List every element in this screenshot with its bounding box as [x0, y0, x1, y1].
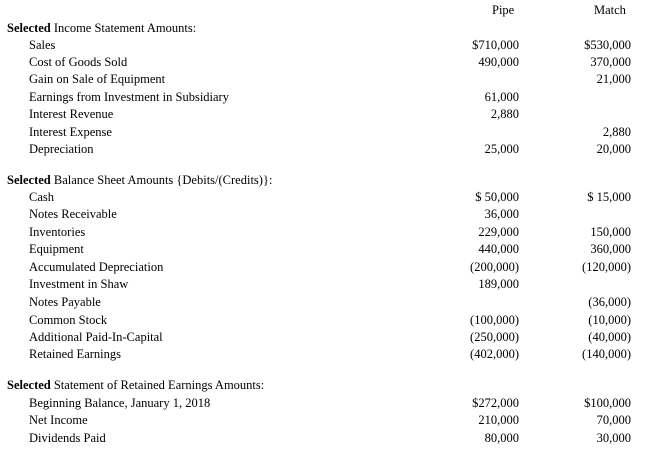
- pipe-value: $710,000: [472, 38, 519, 52]
- row-label: Depreciation: [29, 142, 94, 156]
- table-row: [0, 224, 650, 240]
- table-row: [0, 312, 650, 328]
- table-row: [0, 395, 650, 411]
- match-value: 30,000: [596, 431, 631, 445]
- heading-text: Income Statement Amounts:: [50, 21, 197, 35]
- table-row: [0, 141, 650, 157]
- row-label: Additional Paid-In-Capital: [29, 330, 163, 344]
- match-value: $530,000: [584, 38, 631, 52]
- row-label: Equipment: [29, 242, 84, 256]
- match-value: 150,000: [590, 225, 631, 239]
- match-value: 370,000: [590, 55, 631, 69]
- table-row: [0, 189, 650, 205]
- row-label: Interest Revenue: [29, 107, 114, 121]
- match-value: (10,000): [588, 313, 631, 327]
- row-label: Notes Payable: [29, 295, 101, 309]
- table-row: [0, 71, 650, 87]
- pipe-value: 440,000: [478, 242, 519, 256]
- row-label: Sales: [29, 38, 56, 52]
- row-label: Gain on Sale of Equipment: [29, 72, 166, 86]
- row-label: Net Income: [29, 413, 88, 427]
- table-row: [0, 294, 650, 310]
- pipe-value: 229,000: [478, 225, 519, 239]
- row-label: Cost of Goods Sold: [29, 55, 128, 69]
- match-value: (40,000): [588, 330, 631, 344]
- pipe-value: $ 50,000: [475, 190, 519, 204]
- match-value: (120,000): [582, 260, 631, 274]
- pipe-value: (100,000): [470, 313, 519, 327]
- balance-sheet-heading: [0, 172, 650, 188]
- table-row: [0, 206, 650, 222]
- table-row: [0, 430, 650, 446]
- heading-bold: Selected: [7, 173, 51, 187]
- table-row: [0, 329, 650, 345]
- pipe-value: 2,880: [490, 107, 519, 121]
- pipe-value: 210,000: [478, 413, 519, 427]
- row-label: Dividends Paid: [29, 431, 106, 445]
- match-value: 21,000: [596, 72, 631, 86]
- pipe-value: 80,000: [484, 431, 519, 445]
- row-label: Cash: [29, 190, 54, 204]
- pipe-value: 189,000: [478, 277, 519, 291]
- table-row: [0, 412, 650, 428]
- pipe-value: (402,000): [470, 347, 519, 361]
- row-label: Retained Earnings: [29, 347, 121, 361]
- table-row: [0, 89, 650, 105]
- row-label: Inventories: [29, 225, 86, 239]
- table-row: [0, 54, 650, 70]
- heading-bold: Selected: [7, 378, 51, 392]
- row-label: Investment in Shaw: [29, 277, 129, 291]
- retained-earnings-heading: [0, 377, 650, 393]
- pipe-value: (250,000): [470, 330, 519, 344]
- row-label: Beginning Balance, January 1, 2018: [29, 396, 211, 410]
- match-value: 2,880: [602, 125, 631, 139]
- heading-bold: Selected: [7, 21, 51, 35]
- match-value: 70,000: [596, 413, 631, 427]
- pipe-value: 36,000: [484, 207, 519, 221]
- table-row: [0, 276, 650, 292]
- pipe-value: 490,000: [478, 55, 519, 69]
- pipe-value: $272,000: [472, 396, 519, 410]
- heading-text: Statement of Retained Earnings Amounts:: [50, 378, 265, 392]
- column-header-pipe: Pipe: [492, 3, 515, 17]
- match-value: $100,000: [584, 396, 631, 410]
- pipe-value: 25,000: [484, 142, 519, 156]
- column-header-match: Match: [594, 3, 626, 17]
- table-row: [0, 241, 650, 257]
- column-header-row: [0, 2, 650, 18]
- table-row: [0, 346, 650, 362]
- table-row: [0, 106, 650, 122]
- row-label: Earnings from Investment in Subsidiary: [29, 90, 229, 104]
- table-row: [0, 37, 650, 53]
- heading-text: Balance Sheet Amounts {Debits/(Credits)}:: [50, 173, 273, 187]
- row-label: Notes Receivable: [29, 207, 117, 221]
- match-value: (36,000): [588, 295, 631, 309]
- income-statement-heading: [0, 20, 650, 36]
- match-value: 360,000: [590, 242, 631, 256]
- match-value: $ 15,000: [587, 190, 631, 204]
- table-row: [0, 124, 650, 140]
- match-value: 20,000: [596, 142, 631, 156]
- pipe-value: 61,000: [484, 90, 519, 104]
- match-value: (140,000): [582, 347, 631, 361]
- row-label: Common Stock: [29, 313, 108, 327]
- pipe-value: (200,000): [470, 260, 519, 274]
- row-label: Accumulated Depreciation: [29, 260, 164, 274]
- row-label: Interest Expense: [29, 125, 112, 139]
- table-row: [0, 259, 650, 275]
